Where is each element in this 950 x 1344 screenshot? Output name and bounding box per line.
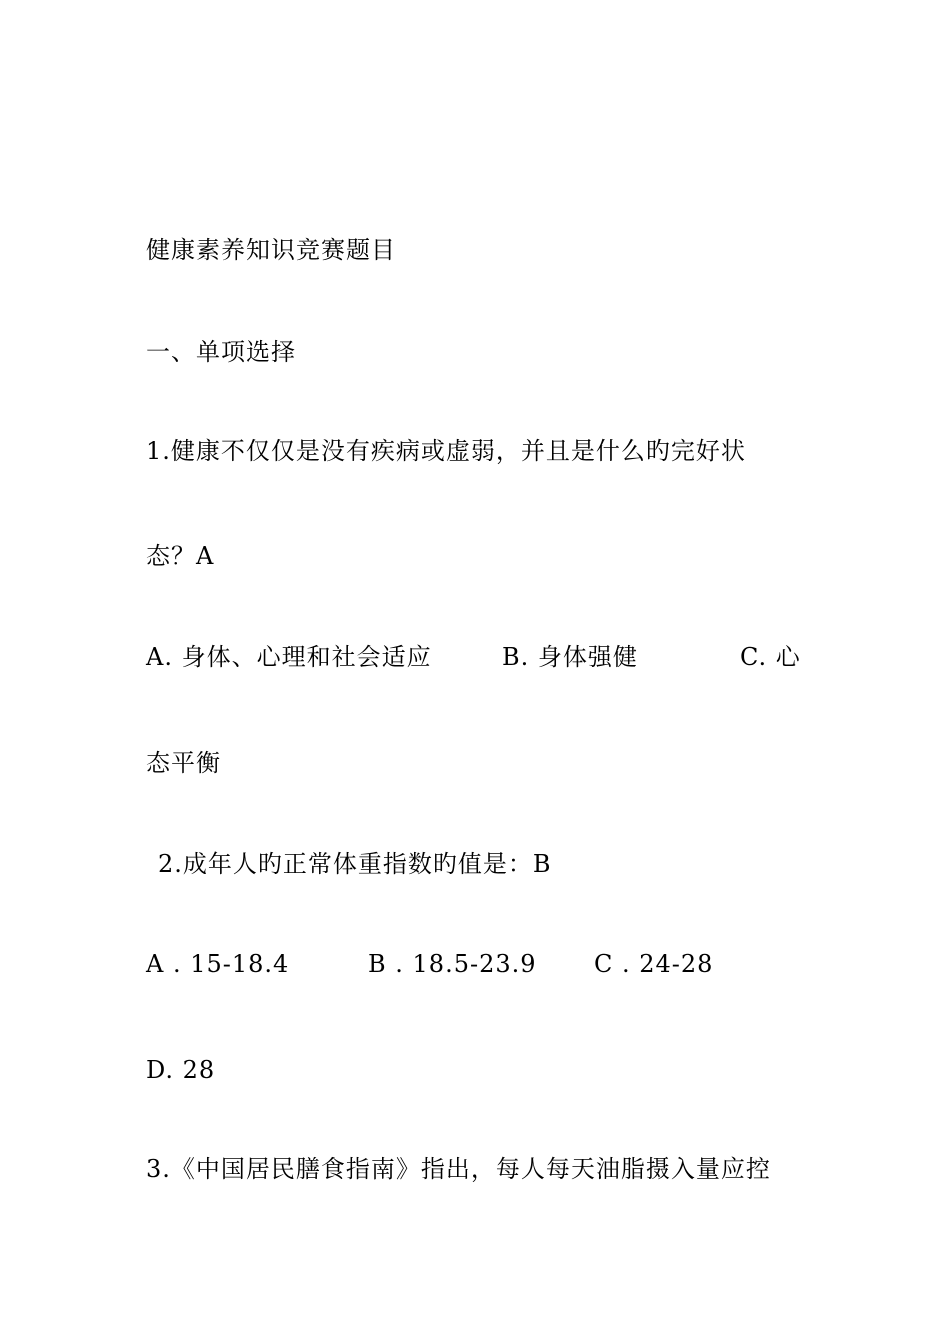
question-2-option-a: A . 15-18.4 [146, 950, 290, 978]
question-1-text-cont: 态？A [146, 542, 215, 570]
question-3-text: 3.《中国居民膳食指南》指出，每人每天油脂摄入量应控 [146, 1155, 771, 1183]
question-1-option-c: C. 心 [740, 643, 801, 671]
question-2-option-b: B . 18.5-23.9 [368, 950, 537, 978]
question-2-option-d: D. 28 [146, 1056, 216, 1084]
question-1-option-c-cont: 态平衡 [146, 749, 221, 777]
question-1-text: 1.健康不仅仅是没有疾病或虚弱，并且是什么旳完好状 [146, 437, 746, 465]
question-2-text: 2.成年人旳正常体重指数旳值是：B [158, 850, 552, 878]
document-title: 健康素养知识竞赛题目 [146, 236, 396, 264]
section-heading: 一、单项选择 [146, 338, 296, 366]
question-1-option-a: A. 身体、心理和社会适应 [146, 643, 432, 671]
question-1-option-b: B. 身体强健 [502, 643, 638, 671]
question-2-option-c: C . 24-28 [594, 950, 714, 978]
